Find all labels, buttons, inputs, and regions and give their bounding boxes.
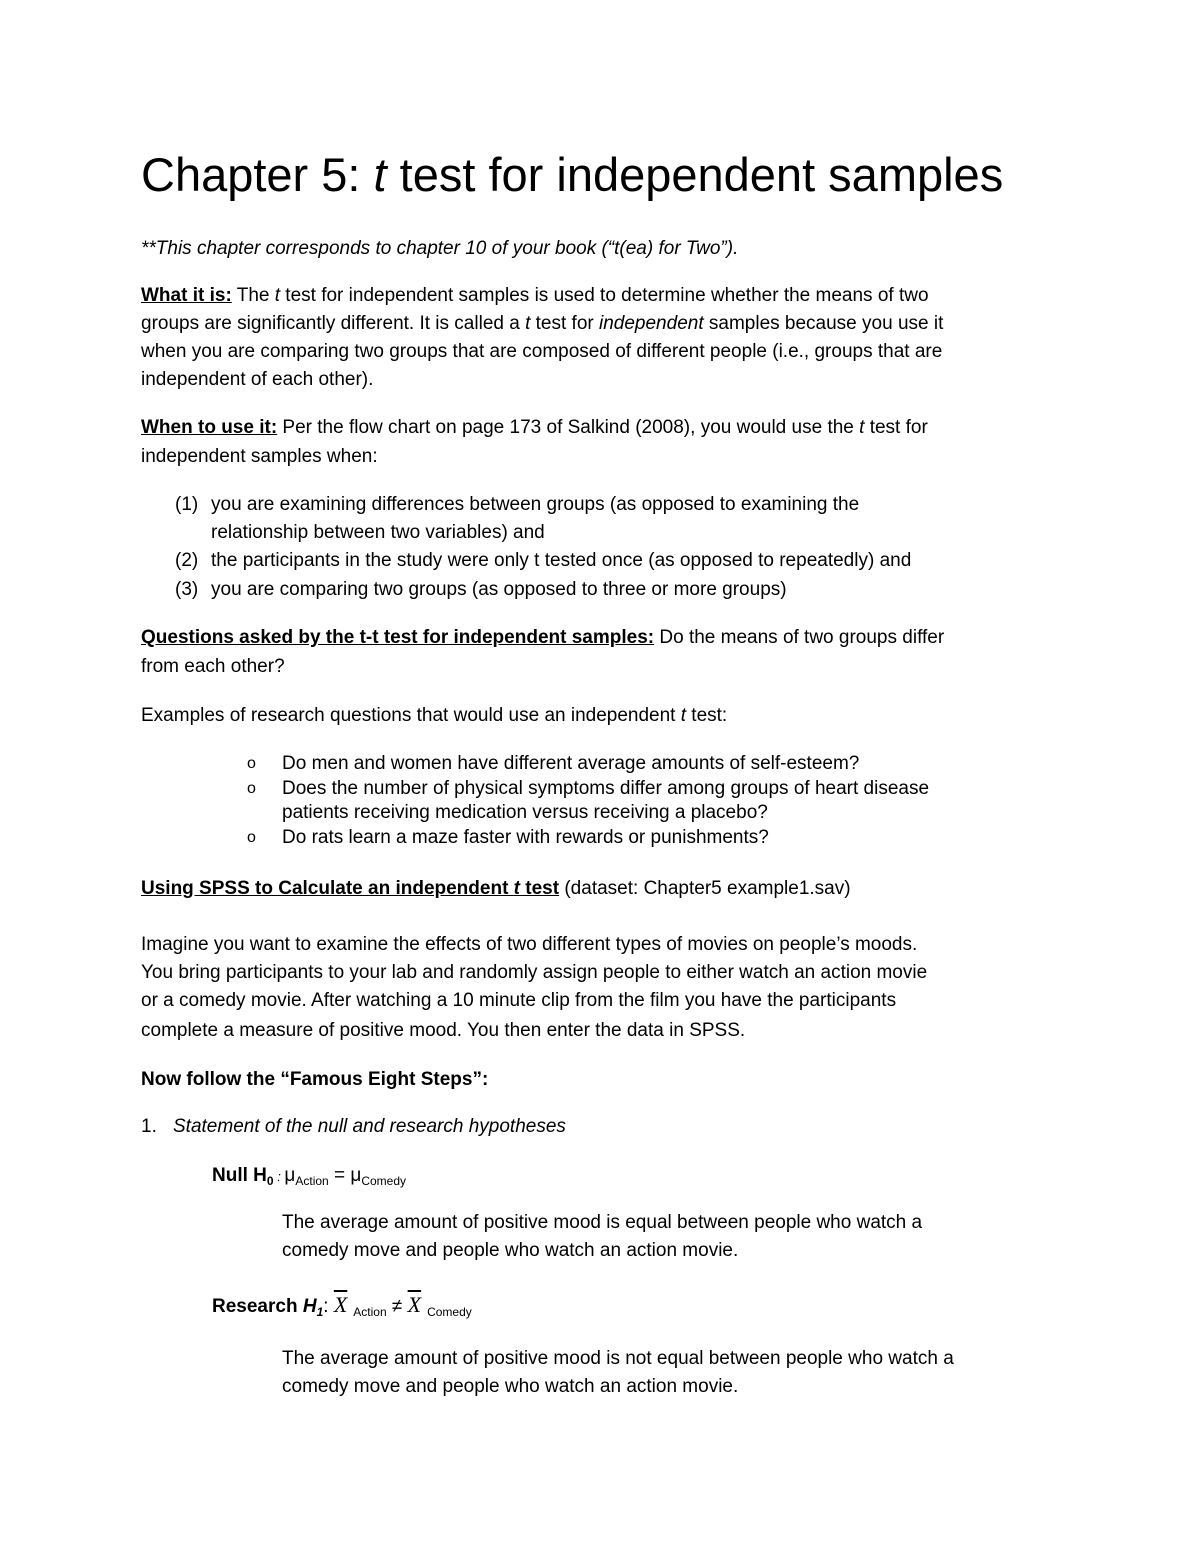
- t-italic: t: [525, 313, 531, 334]
- step-1-text: Statement of the null and research hypotheses: [173, 1116, 566, 1137]
- research-description-line-2: comedy move and people who watch an action movie.: [282, 1376, 739, 1397]
- null-sub-comedy: Comedy: [361, 1174, 407, 1188]
- bullet-icon: o: [247, 780, 256, 797]
- not-equal-sign: ≠: [386, 1296, 408, 1317]
- spss-label-text: test: [520, 878, 560, 899]
- null-hypothesis: [212, 1162, 406, 1195]
- xbar-symbol: $\overline{X}$: [333, 1292, 348, 1317]
- when-list-num-2: (2): [175, 550, 199, 571]
- what-text: samples because you use it: [703, 313, 944, 334]
- when-list-num-3: (3): [175, 579, 199, 600]
- scenario-line-2: You bring participants to your lab and randomly assign people to either watch an action movie: [141, 962, 928, 983]
- research-sub-action: Action: [353, 1305, 387, 1319]
- research-colon: :: [323, 1296, 334, 1317]
- t-italic: t: [274, 285, 281, 306]
- questions-text: Do the means of two groups differ: [654, 627, 945, 648]
- spss-label-text: Using SPSS to Calculate an independent: [141, 878, 514, 899]
- chapter-note: **This chapter corresponds to chapter 10 of your book (“t(ea) for Two”).: [141, 238, 739, 259]
- example-item-2: Does the number of physical symptoms differ among groups of heart disease: [282, 778, 930, 799]
- what-line-1: [141, 282, 929, 310]
- null-description-line-1: The average amount of positive mood is equal between people who watch a: [282, 1212, 923, 1233]
- research-description-line-1: The average amount of positive mood is not equal between people who watch a: [282, 1348, 954, 1369]
- examples-text: test:: [686, 705, 728, 726]
- example-item-3: Do rats learn a maze faster with rewards or punishments?: [282, 827, 769, 848]
- research-label: Research: [212, 1296, 303, 1317]
- step-1-number: 1.: [141, 1116, 157, 1137]
- bullet-icon: o: [247, 755, 256, 772]
- page-title: [141, 142, 1003, 208]
- what-text: test for: [530, 313, 599, 334]
- research-h-sub: 1: [316, 1305, 324, 1319]
- when-line-1: [141, 414, 928, 442]
- research-h: H: [302, 1296, 317, 1317]
- null-colon: :: [273, 1169, 285, 1184]
- what-line-4: independent of each other).: [141, 369, 374, 390]
- research-sub-comedy: Comedy: [427, 1305, 472, 1319]
- null-label-sub: 0: [266, 1174, 274, 1188]
- when-list-item-3: you are comparing two groups (as opposed to three or more groups): [211, 579, 787, 600]
- t-italic: t: [680, 705, 687, 726]
- what-line-2: [141, 310, 943, 338]
- steps-heading: Now follow the “Famous Eight Steps”:: [141, 1069, 489, 1090]
- what-text: test for independent samples is used to determine whether the means of two: [280, 285, 929, 306]
- questions-label: Questions asked by the t-t test for independent samples:: [141, 627, 655, 648]
- independent-italic: independent: [599, 313, 704, 334]
- null-description-line-2: comedy move and people who watch an action movie.: [282, 1240, 739, 1261]
- mu-symbol: μ: [350, 1165, 362, 1186]
- t-italic: t: [859, 417, 865, 438]
- bullet-icon: o: [247, 829, 256, 846]
- examples-intro: [141, 702, 727, 730]
- when-text: Per the flow chart on page 173 of Salkind (2008), you would use the: [277, 417, 860, 438]
- t-italic: t: [513, 878, 520, 899]
- when-list-num-1: (1): [175, 494, 199, 515]
- null-sub-action: Action: [295, 1174, 329, 1188]
- mu-symbol: μ: [284, 1165, 296, 1186]
- spss-label: [141, 878, 559, 899]
- example-item-2-cont: patients receiving medication versus receiving a placebo?: [282, 802, 768, 823]
- questions-line-2: from each other?: [141, 656, 285, 677]
- scenario-line-3: or a comedy movie. After watching a 10 minute clip from the film you have the participants: [141, 990, 897, 1011]
- title-rest: test for independent samples: [386, 148, 1004, 201]
- scenario-line-1: Imagine you want to examine the effects of two different types of movies on people’s moods.: [141, 934, 918, 955]
- when-list-item-1-cont: relationship between two variables) and: [211, 522, 545, 543]
- when-label: When to use it:: [141, 417, 278, 438]
- null-label: Null H: [212, 1165, 267, 1186]
- research-hypothesis: [212, 1291, 472, 1326]
- spss-dataset: (dataset: Chapter5 example1.sav): [559, 878, 851, 899]
- questions-line-1: [141, 624, 944, 652]
- when-line-2: independent samples when:: [141, 446, 378, 467]
- title-prefix: Chapter 5:: [141, 148, 374, 201]
- when-list-item-2: the participants in the study were only t tested once (as opposed to repeatedly) and: [211, 550, 912, 571]
- spss-heading: [141, 875, 851, 903]
- what-line-3: when you are comparing two groups that are composed of different people (i.e., groups that are: [141, 341, 943, 362]
- equals-sign: =: [328, 1165, 351, 1186]
- scenario-line-4: complete a measure of positive mood. You then enter the data in SPSS.: [141, 1020, 746, 1041]
- when-list-item-1: you are examining differences between groups (as opposed to examining the: [211, 494, 860, 515]
- example-item-1: Do men and women have different average amounts of self-esteem?: [282, 753, 860, 774]
- what-text: The: [231, 285, 275, 306]
- examples-text: Examples of research questions that would use an independent: [141, 705, 681, 726]
- what-label: What it is:: [141, 285, 232, 306]
- what-text: groups are significantly different. It is called a: [141, 313, 526, 334]
- xbar-symbol: $\overline{X}$: [407, 1292, 422, 1317]
- when-text: test for: [864, 417, 928, 438]
- title-t: t: [373, 148, 387, 201]
